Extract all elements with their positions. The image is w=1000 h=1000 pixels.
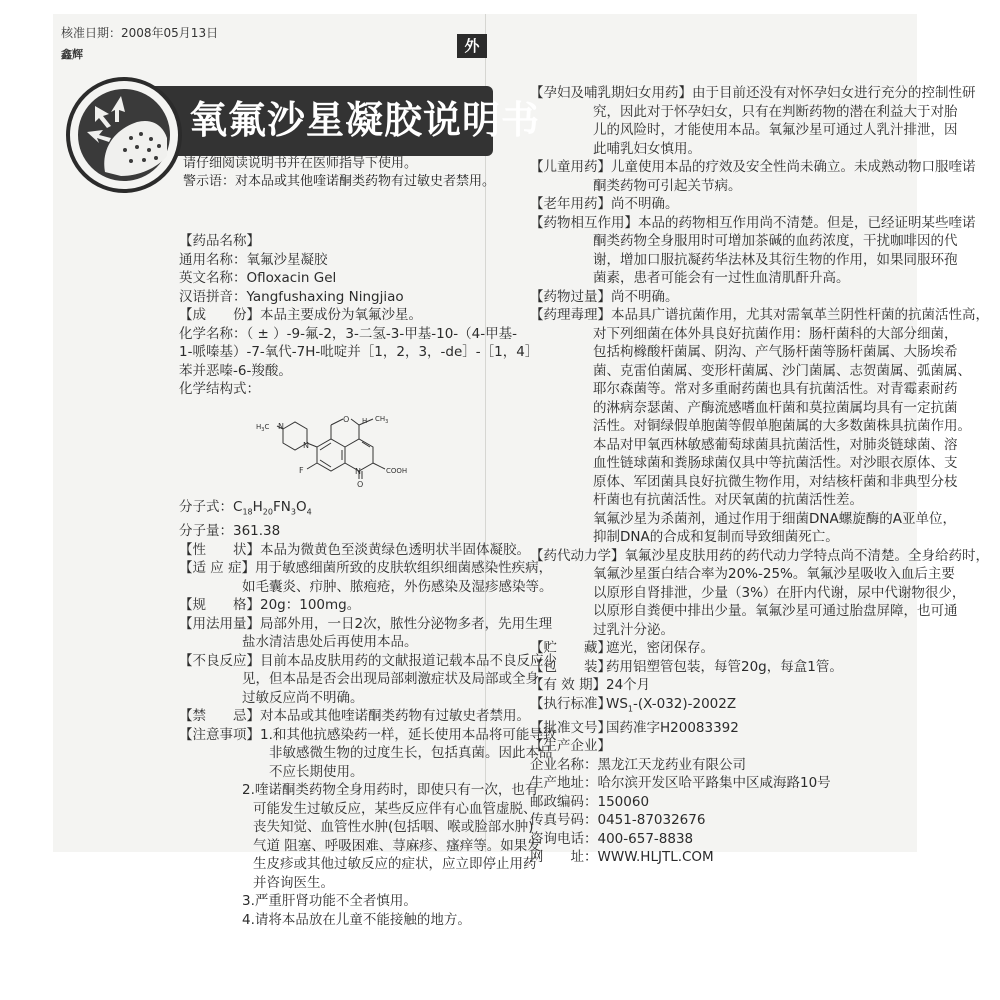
molecular-formula [179, 498, 497, 522]
caution-line: 并咨询医生。 [253, 874, 334, 891]
property-row [179, 541, 530, 560]
fluorine: F [299, 465, 304, 475]
pregnancy-label: 【孕妇及哺乳期妇女用药】 [530, 85, 692, 101]
postcode: 邮政编码：150060 [530, 793, 650, 810]
pharmacokinetics-line: 氧氟沙星蛋白结合率为20%-25%。氧氟沙星吸收入血后主要 [593, 566, 955, 582]
approval-row [530, 719, 887, 738]
pregnancy-row [530, 84, 976, 103]
pharmacology-row [530, 306, 989, 325]
left-column [179, 232, 557, 929]
pharmacology-line: 活性。对铜绿假单胞菌等假单胞菌属的大多数菌株具抗菌作用。 [593, 418, 971, 434]
piperazine-n2: N [303, 440, 309, 450]
adverse-row [179, 652, 557, 671]
pharmacokinetics-row [530, 547, 989, 566]
usage-text: 局部外用，一日2次，脓性分泌物多者，先用生理 [260, 615, 553, 632]
pharmacology-line: 对下列细菌在体外具良好抗菌作用：肠杆菌科的大部分细菌， [593, 325, 958, 342]
children-line: 酮类药物可引起关节病。 [593, 177, 742, 194]
h3c-tail: C [264, 422, 270, 431]
interaction-label: 【药物相互作用】 [530, 214, 638, 231]
usage-row [179, 615, 553, 634]
children-label: 【儿童用药】 [530, 159, 611, 175]
brand-logo-text: 鑫辉 [61, 48, 83, 61]
usage-notice [183, 155, 495, 191]
pharmacokinetics-label: 【药代动力学】 [530, 547, 625, 564]
contraindication-label: 【禁 忌】 [179, 708, 260, 725]
interaction-row [530, 214, 976, 233]
storage-row [530, 639, 887, 658]
generic-name: 通用名称：氧氟沙星凝胶 [179, 251, 328, 268]
caution-line: 不应长期使用。 [269, 763, 364, 780]
formula-n-count: 3 [290, 507, 296, 517]
property-text: 本品为微黄色至淡黄绿色透明状半固体凝胶。 [260, 541, 530, 558]
spec-label: 【规 格】 [179, 597, 260, 614]
caution-item-3: 3.严重肝肾功能不全者慎用。 [242, 893, 417, 910]
interaction-line: 酮类药物全身服用时可增加茶碱的血药浓度，干扰咖啡因的代 [593, 233, 958, 249]
standard-label: 【执行标准】 [530, 695, 611, 712]
standard-row [530, 695, 887, 719]
chemical-name-line: 苯并恶嗪-6-羧酸。 [179, 362, 292, 379]
wedge-h: H [362, 416, 368, 425]
ring-n: N [355, 466, 361, 476]
formula-c: C [233, 499, 243, 515]
pharmacology-text: 本品具广谱抗菌作用，尤其对需氧革兰阴性杆菌的抗菌活性高， [611, 307, 989, 323]
adverse-label: 【不良反应】 [179, 652, 260, 669]
caution-line: 丧失知觉、血管性水肿(包括咽、喉或脸部水肿) [253, 819, 534, 836]
overdose-row [530, 288, 887, 307]
formula-fn: FN [272, 499, 291, 515]
standard-prefix: WS [606, 695, 628, 712]
approval-number: 国药准字H20083392 [606, 719, 739, 736]
formula-o: O [295, 499, 307, 515]
pinyin-name: 汉语拼音：Yangfushaxing Ningjiao [179, 288, 404, 305]
indications-label: 【适 应 症】 [179, 560, 256, 577]
usage-label: 【用法用量】 [179, 615, 260, 632]
storage-label: 【贮 藏】 [530, 640, 611, 656]
formula-o-count: 4 [306, 507, 312, 517]
h3c-label: H [256, 422, 262, 431]
package-text: 药用铝塑管包装，每管20g，每盒1管。 [606, 658, 843, 675]
pharmacokinetics-line: 以原形自肾排泄，少量（3%）在肝内代谢，尿中代谢物很少， [593, 584, 966, 601]
structure-heading: 化学结构式： [179, 381, 260, 397]
interaction-line: 谢，增加口服抗凝药华法林及其衍生物的作用，如果同服环孢 [593, 251, 958, 268]
page-title: 氧氟沙星凝胶说明书 [189, 98, 541, 142]
pharmacology-line: 杆菌也有抗菌活性。对厌氧菌的抗菌活性差。 [593, 492, 863, 508]
elderly-text: 尚不明确。 [611, 196, 679, 212]
caution-line: 可能发生过敏反应，某些反应伴有心血管虚脱、 [253, 800, 537, 817]
pregnancy-line: 此哺乳妇女慎用。 [593, 140, 701, 157]
leaflet-sheet [53, 14, 989, 928]
package-label: 【包 装】 [530, 658, 611, 675]
notice-line: 请仔细阅读说明书并在医师指导下使用。 [183, 156, 418, 171]
caution-line: 气道 阻塞、呼吸困难、荨麻疹、瘙痒等。如果发 [253, 837, 541, 854]
right-column [530, 84, 989, 867]
indications-text: 用于敏感细菌所致的皮肤软组织细菌感染性疾病， [255, 560, 553, 577]
pharmacology-line: 血性链球菌和粪肠球菌仅具中等抗菌活性。对沙眼衣原体、支 [593, 455, 958, 471]
caution-line: 生皮疹或其他过敏反应的症状，应立即停止用药 [253, 856, 537, 873]
caution-item-2: 2.喹诺酮类药物全身用药时，即使只有一次，也有 [242, 782, 539, 799]
expiry-label: 【有 效 期】 [530, 677, 607, 693]
ch3-label: CH [375, 414, 386, 423]
standard-code: -(X-032)-2002Z [633, 695, 737, 712]
elderly-label: 【老年用药】 [530, 196, 611, 212]
pharmacology-line: 包括枸橼酸杆菌属、阴沟、产气肠杆菌等肠杆菌属、大肠埃希 [593, 344, 958, 360]
pregnancy-line: 儿的风险时，才能使用本品。氧氟沙星可通过人乳汁排泄，因 [593, 122, 958, 138]
spec-text: 20g：100mg。 [260, 597, 361, 614]
chemical-structure-diagram [179, 403, 497, 487]
company-name: 企业名称：黑龙江天龙药业有限公司 [530, 756, 746, 773]
elderly-row [530, 195, 887, 214]
pharmacokinetics-line: 以原形自粪便中排出少量。氧氟沙星可通过胎盘屏障，也可通 [593, 603, 958, 619]
ingredients-label: 【成 份】 [179, 307, 260, 323]
pharmacokinetics-line: 过乳汁分泌。 [593, 621, 674, 638]
adverse-text: 目前本品皮肤用药的文献报道记载本品不良反应少 [260, 652, 557, 669]
package-row [530, 658, 887, 677]
piperazine-n1: N [278, 421, 284, 431]
formula-c-count: 18 [242, 507, 253, 517]
children-text: 儿童使用本品的疗效及安全性尚未确立。未成熟动物口服喹诺 [611, 159, 976, 175]
formula-h: H [252, 499, 263, 515]
external-use-badge: 外 [457, 34, 487, 58]
cautions-row [179, 726, 557, 745]
chemical-name-line: 化学名称：（ ± ）-9-氟-2，3-二氢-3-甲基-10-（4-甲基- [179, 325, 517, 342]
formula-h-count: 20 [262, 507, 273, 517]
pharmacology-line: 本品对甲氧西林敏感葡萄球菌具抗菌活性，对肺炎链球菌、溶 [593, 436, 958, 453]
pregnancy-text: 由于目前还没有对怀孕妇女进行充分的控制性研 [692, 85, 976, 101]
pharmacology-line: 氧氟沙星为杀菌剂，通过作用于细菌DNA螺旋酶的A亚单位， [593, 510, 956, 527]
manufacturer-heading: 【生产企业】 [530, 738, 611, 755]
pharmacology-line: 菌、克雷伯菌属、变形杆菌属、沙门菌属、志贺菌属、弧菌属、 [593, 362, 971, 379]
usage-line: 盐水清洁患处后再使用本品。 [242, 634, 418, 651]
adverse-line: 过敏反应尚不明确。 [242, 689, 364, 706]
storage-text: 遮光，密闭保存。 [606, 640, 714, 656]
h3c-subscript: 3 [261, 426, 265, 433]
carboxyl-label: COOH [386, 466, 408, 475]
caution-item-1: 1.和其他抗感染药一样，延长使用本品将可能导致 [260, 726, 557, 743]
pregnancy-line: 究，因此对于怀孕妇女，只有在判断药物的潜在利益大于对胎 [593, 103, 958, 120]
expiry-text: 24个月 [606, 677, 651, 693]
benzene-ring [317, 439, 345, 471]
property-label: 【性 状】 [179, 541, 260, 558]
drug-name-heading: 【药品名称】 [179, 233, 260, 249]
pharmacology-line: 的淋病奈瑟菌、产酶流感嗜血杆菌和莫拉菌属均具有一定抗菌 [593, 399, 958, 416]
svg-text:CH3 [375, 415, 388, 425]
spec-row [179, 596, 497, 615]
children-row [530, 158, 976, 177]
approval-label: 【批准文号】 [530, 719, 611, 736]
pharmacology-line: 抑制DNA的合成和复制而导致细菌死亡。 [593, 529, 839, 545]
ingredients-row [179, 306, 497, 325]
fax-number: 传真号码：0451-87032676 [530, 812, 706, 829]
pharmacology-label: 【药理毒理】 [530, 307, 611, 323]
adverse-line: 见，但本品是否会出现局部刺激症状及局部或全身 [242, 671, 539, 688]
pharmacokinetics-text: 氧氟沙星皮肤用药的药代动力学特点尚不清楚。全身给药时， [624, 547, 989, 564]
interaction-text: 本品的药物相互作用尚不清楚。但是，已经证明某些喹诺 [638, 214, 976, 231]
overdose-label: 【药物过量】 [530, 288, 611, 305]
english-name: 英文名称：Ofloxacin Gel [179, 270, 337, 286]
warning-line: 警示语：对本品或其他喹诺酮类药物有过敏史者禁用。 [183, 174, 496, 189]
ch3-subscript: 3 [385, 418, 389, 425]
chemical-name-line: 1-哌嗪基）-7-氧代-7H-吡啶并［1，2，3，-de］-［1，4］ [179, 344, 539, 360]
ingredients-text: 本品主要成份为氧氟沙星。 [260, 307, 422, 323]
keto-oxygen: O [357, 479, 364, 489]
cautions-label: 【注意事项】 [179, 726, 260, 743]
formula-prefix: 分子式： [179, 499, 233, 515]
company-address: 生产地址：哈尔滨开发区哈平路集中区咸海路10号 [530, 775, 831, 792]
pharmacology-line: 耶尔森菌等。常对多重耐药菌也具有抗菌活性。对青霉素耐药 [593, 381, 958, 397]
hotline-number: 咨询电话：400-657-8838 [530, 830, 694, 847]
standard-subscript: 1 [627, 704, 634, 714]
interaction-line: 菌素，患者可能会有一过性血清肌酐升高。 [593, 270, 850, 286]
website: 网 址：WWW.HLJTL.COM [530, 849, 714, 866]
svg-text:H3C [256, 423, 269, 433]
gel-tube-icon [65, 76, 183, 194]
approval-date: 核准日期：2008年05月13日 [61, 26, 219, 40]
expiry-row [530, 676, 887, 695]
ring-oxygen: O [343, 414, 350, 424]
caution-item-4: 4.请将本品放在儿童不能接触的地方。 [242, 911, 471, 928]
contraindication-text: 对本品或其他喹诺酮类药物有过敏史者禁用。 [260, 708, 530, 725]
indications-line: 如毛囊炎、疖肿、脓疱疮，外伤感染及湿疹感染等。 [242, 578, 553, 595]
caution-line: 非敏感微生物的过度生长，包括真菌。因此本品 [269, 745, 553, 762]
indications-row [179, 559, 553, 578]
contraindication-row [179, 707, 530, 726]
molecular-weight: 分子量：361.38 [179, 523, 281, 540]
overdose-text: 尚不明确。 [611, 288, 679, 305]
pharmacology-line: 原体、军团菌具良好抗微生物作用，对结核杆菌和非典型分枝 [593, 473, 958, 490]
